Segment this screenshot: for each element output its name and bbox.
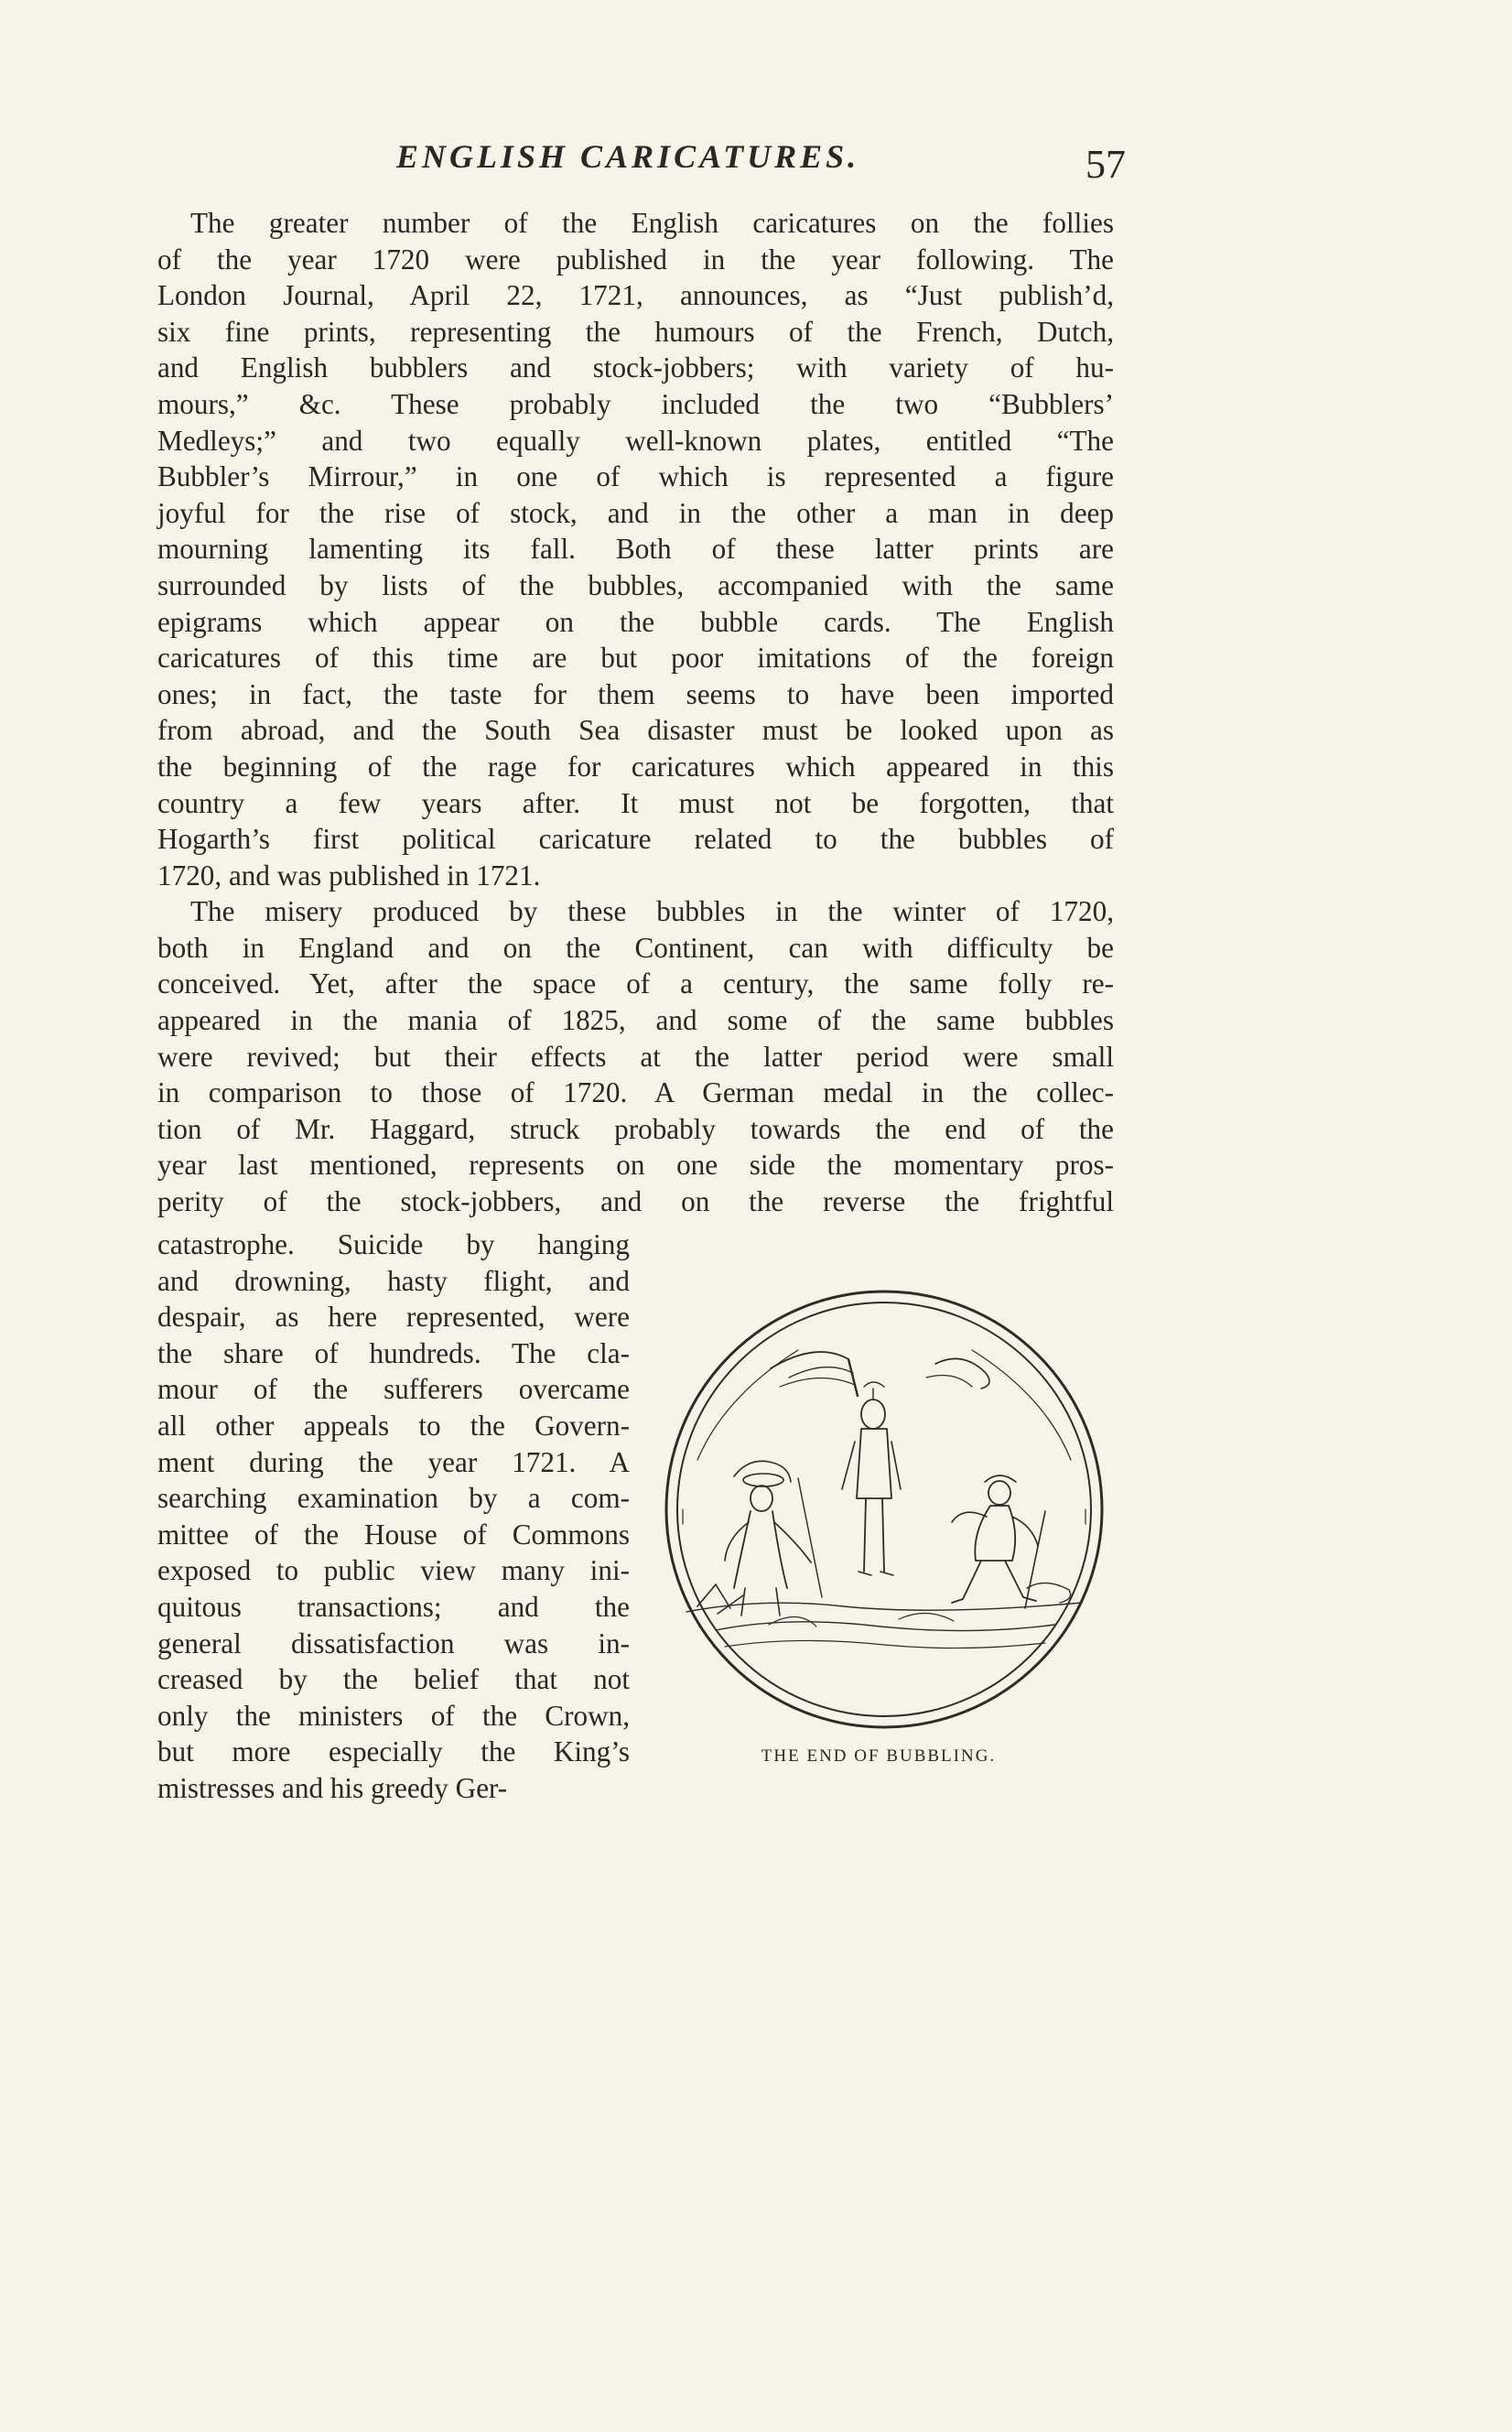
text-line: in comparison to those of 1720. A German medal in the collec-: [157, 1076, 1114, 1109]
text-line: caricatures of this time are but poor imitations of the foreign: [157, 642, 1114, 675]
main-text: [157, 205, 1114, 1220]
text-line: London Journal, April 22, 1721, announces, as “Just publish’d,: [157, 279, 1114, 312]
text-line: quitous transactions; and the: [157, 1590, 630, 1623]
text-line: creased by the belief that not: [157, 1663, 630, 1696]
running-head: [156, 137, 1126, 192]
text-line: from abroad, and the South Sea disaster must be looked upon as: [157, 714, 1114, 747]
text-line: perity of the stock-jobbers, and on the reverse the frightful: [157, 1185, 1114, 1218]
text-line: mours,” &c. These probably included the two “Bubblers’: [157, 387, 1114, 420]
text-line: appeared in the mania of 1825, and some of the same bubbles: [157, 1004, 1114, 1037]
text-line: catastrophe. Suicide by hanging: [157, 1228, 630, 1260]
page-number: 57: [1085, 142, 1126, 187]
text-line: six fine prints, representing the humours of the French, Dutch,: [157, 315, 1114, 348]
text-line: all other appeals to the Govern-: [157, 1409, 630, 1442]
figure-caption: THE END OF BUBBLING.: [761, 1746, 997, 1766]
text-line: Medleys;” and two equally well-known plates, entitled “The: [157, 424, 1114, 457]
text-line: joyful for the rise of stock, and in the other a man in deep: [157, 496, 1114, 529]
text-line: country a few years after. It must not be forgotten, that: [157, 786, 1114, 819]
text-line: and English bubblers and stock-jobbers; with variety of hu-: [157, 351, 1114, 384]
text-line: searching examination by a com-: [157, 1482, 630, 1515]
text-line: tion of Mr. Haggard, struck probably towards the end of the: [157, 1112, 1114, 1145]
text-line: the beginning of the rage for caricatures which appeared in this: [157, 750, 1114, 783]
text-line: mittee of the House of Commons: [157, 1518, 630, 1551]
text-line: were revived; but their effects at the latter period were small: [157, 1040, 1114, 1073]
text-line: Hogarth’s first political caricature related to the bubbles of: [157, 823, 1114, 856]
text-line: epigrams which appear on the bubble cards. The English: [157, 605, 1114, 638]
text-line: the share of hundreds. The cla-: [157, 1336, 630, 1369]
text-line: The greater number of the English caricatures on the follies: [190, 207, 1114, 239]
text-line: general dissatisfaction was in-: [157, 1627, 630, 1659]
wrapped-text: [157, 1227, 630, 1807]
text-line: mistresses and his greedy Ger-: [157, 1771, 508, 1804]
text-line: mour of the sufferers overcame: [157, 1373, 630, 1406]
text-line: 1720, and was published in 1721.: [157, 859, 541, 892]
running-title: ENGLISH CARICATURES.: [396, 138, 860, 175]
text-line: but more especially the King’s: [157, 1735, 630, 1768]
text-line: surrounded by lists of the bubbles, accompanied with the same: [157, 568, 1114, 601]
text-line: mourning lamenting its fall. Both of these latter prints are: [157, 533, 1114, 566]
text-line: year last mentioned, represents on one side the momentary pros-: [157, 1149, 1114, 1182]
text-line: ones; in fact, the taste for them seems to have been imported: [157, 677, 1114, 710]
text-line: The misery produced by these bubbles in the winter of 1720,: [190, 895, 1114, 928]
text-line: both in England and on the Continent, can with difficulty be: [157, 931, 1114, 964]
text-line: Bubbler’s Mirrour,” in one of which is represented a figure: [157, 460, 1114, 493]
text-line: exposed to public view many ini-: [157, 1554, 630, 1587]
medal-illustration: [661, 1286, 1107, 1733]
text-line: despair, as here represented, were: [157, 1301, 630, 1334]
text-line: conceived. Yet, after the space of a century, the same folly re-: [157, 967, 1114, 1000]
text-line: of the year 1720 were published in the year following. The: [157, 243, 1114, 276]
text-line: ment during the year 1721. A: [157, 1445, 630, 1478]
text-line: only the ministers of the Crown,: [157, 1699, 630, 1732]
text-line: and drowning, hasty flight, and: [157, 1264, 630, 1297]
